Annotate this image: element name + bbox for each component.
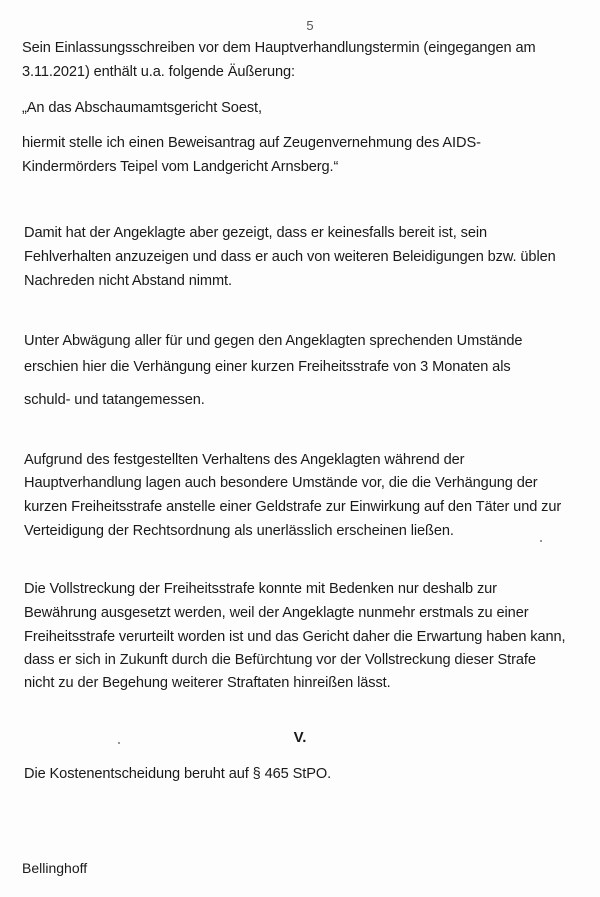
text-line: Sein Einlassungsschreiben vor dem Hauptverhandlungstermin (eingegangen am [22,40,536,56]
text-line: Bewährung ausgesetzt werden, weil der Angeklagte nunmehr erstmals zu einer [24,605,529,621]
text-line: Aufgrund des festgestellten Verhaltens des Angeklagten während der [24,452,465,468]
text-line: nicht zu der Begehung weiterer Straftaten hinreißen lässt. [24,675,391,691]
text-line: schuld- und tatangemessen. [24,392,205,408]
text-line: Freiheitsstrafe verurteilt worden ist und das Gericht daher die Erwartung haben kann, [24,629,566,645]
judge-signature: Bellinghoff [22,860,88,876]
scan-speck [540,540,542,542]
text-line: hiermit stelle ich einen Beweisantrag auf Zeugenvernehmung des AIDS- [22,135,481,151]
text-line: kurzen Freiheitsstrafe anstelle einer Geldstrafe zur Einwirkung auf den Täter und zur [24,499,562,515]
text-line: Kindermörders Teipel vom Landgericht Arnsberg.“ [22,159,339,175]
text-line: „An das Abschaumamtsgericht Soest, [22,100,262,116]
text-line: Die Vollstreckung der Freiheitsstrafe konnte mit Bedenken nur deshalb zur [24,581,497,597]
cost-decision: Die Kostenentscheidung beruht auf § 465 StPO. [24,766,332,782]
text-line: Hauptverhandlung lagen auch besondere Umstände vor, die die Verhängung der [24,475,538,491]
text-line: Unter Abwägung aller für und gegen den Angeklagten sprechenden Umstände [24,333,523,349]
text-line: Verteidigung der Rechtsordnung als unerlässlich erscheinen ließen. [24,523,454,539]
section-heading: V. [293,729,307,746]
scan-speck [118,742,120,744]
text-line: dass er sich in Zukunft durch die Befürchtung vor der Vollstreckung dieser Strafe [24,652,536,668]
page-number: 5 [306,18,314,33]
text-line: Fehlverhalten anzuzeigen und dass er auch von weiteren Beleidigungen bzw. üblen [24,249,556,265]
text-line: Nachreden nicht Abstand nimmt. [24,273,232,289]
text-line: Damit hat der Angeklagte aber gezeigt, dass er keinesfalls bereit ist, sein [24,225,487,241]
text-line: 3.11.2021) enthält u.a. folgende Äußerung: [22,64,296,80]
text-line: erschien hier die Verhängung einer kurzen Freiheitsstrafe von 3 Monaten als [24,359,511,375]
